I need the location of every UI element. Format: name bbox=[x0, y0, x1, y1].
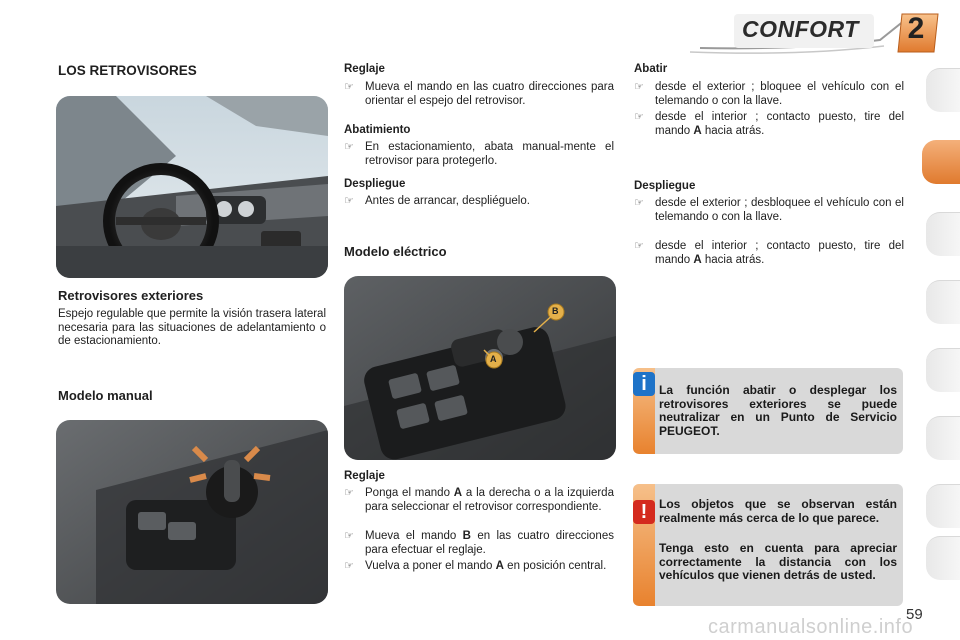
hand-pointer-icon: ☞ bbox=[634, 111, 644, 123]
chapter-tab[interactable] bbox=[926, 280, 960, 324]
unfolding-title: Despliegue bbox=[344, 178, 406, 190]
unfold-title: Despliegue bbox=[634, 180, 696, 192]
electric-control-photo bbox=[344, 276, 616, 460]
chapter-tab[interactable] bbox=[926, 416, 960, 460]
label-b: B bbox=[552, 306, 559, 316]
hand-pointer-icon: ☞ bbox=[634, 81, 644, 93]
warning-icon: ! bbox=[633, 500, 655, 524]
info-note-box bbox=[633, 368, 903, 454]
manual-control-photo bbox=[56, 420, 328, 604]
warning-note-box bbox=[633, 484, 903, 606]
list-item: ☞ desde el interior ; contacto puesto, tire del mando A hacia atrás. bbox=[634, 111, 904, 137]
hand-pointer-icon: ☞ bbox=[634, 197, 644, 209]
list-item: ☞ Mueva el mando en las cuatro direcciones para orientar el espejo del retrovisor. bbox=[344, 81, 614, 107]
chapter-tab[interactable] bbox=[926, 68, 960, 112]
list-item: ☞ Vuelva a poner el mando A en posición central. bbox=[344, 560, 607, 572]
chapter-tab[interactable] bbox=[926, 484, 960, 528]
hand-pointer-icon: ☞ bbox=[634, 240, 644, 252]
hand-pointer-icon: ☞ bbox=[344, 560, 354, 572]
list-item: ☞ Mueva el mando B en las cuatro direcciones para efectuar el reglaje. bbox=[344, 530, 614, 556]
info-note-text: La función abatir o desplegar los retrovisores exteriores se puede neutralizar en un Punto de Servicio PEUGEOT. bbox=[659, 383, 897, 438]
list-item: ☞ desde el exterior ; desbloquee el vehículo con el telemando o con la llave. bbox=[634, 197, 904, 223]
chapter-tab-active[interactable] bbox=[922, 140, 960, 184]
hand-pointer-icon: ☞ bbox=[344, 81, 354, 93]
list-item: ☞ desde el interior ; contacto puesto, tire del mando A hacia atrás. bbox=[634, 240, 904, 266]
folding-title: Abatimiento bbox=[344, 124, 411, 136]
hand-pointer-icon: ☞ bbox=[344, 530, 354, 542]
hand-pointer-icon: ☞ bbox=[344, 141, 354, 153]
label-a: A bbox=[490, 354, 497, 364]
warning-note-text-1: Los objetos que se observan están realmente más cerca de lo que parece. bbox=[659, 497, 897, 525]
list-item: ☞ Ponga el mando A a la derecha o a la izquierda para seleccionar el retrovisor correspondiente. bbox=[344, 487, 614, 513]
info-icon: i bbox=[633, 372, 655, 396]
page-number: 59 bbox=[906, 606, 923, 623]
adjustment-title: Reglaje bbox=[344, 63, 385, 75]
warning-note-text-2: Tenga esto en cuenta para apreciar correctamente la distancia con los vehículos que vienen detrás de usted. bbox=[659, 541, 897, 582]
list-item: ☞ En estacionamiento, abata manual-mente el retrovisor para protegerlo. bbox=[344, 141, 614, 167]
list-item: ☞ desde el exterior ; bloquee el vehículo con el telemando o con la llave. bbox=[634, 81, 904, 107]
manual-model-title: Modelo manual bbox=[58, 388, 153, 403]
electric-model-title: Modelo eléctrico bbox=[344, 244, 447, 259]
chapter-tab[interactable] bbox=[926, 536, 960, 580]
chapter-title: CONFORT bbox=[742, 16, 859, 42]
exterior-mirrors-text: Espejo regulable que permite la visión trasera lateral necesaria para las situaciones de adelantamiento o de estacionamiento. bbox=[58, 308, 326, 347]
chapter-tab[interactable] bbox=[926, 348, 960, 392]
exterior-mirrors-title: Retrovisores exteriores bbox=[58, 288, 204, 303]
chapter-tab[interactable] bbox=[926, 212, 960, 256]
dashboard-photo bbox=[56, 96, 328, 278]
chapter-tabs bbox=[926, 68, 960, 580]
hand-pointer-icon: ☞ bbox=[344, 487, 354, 499]
chapter-number: 2 bbox=[907, 12, 925, 45]
section-title: LOS RETROVISORES bbox=[58, 63, 197, 78]
fold-title: Abatir bbox=[634, 63, 668, 75]
watermark: carmanualsonline.info bbox=[708, 616, 914, 638]
hand-pointer-icon: ☞ bbox=[344, 195, 354, 207]
adjustment-electric-title: Reglaje bbox=[344, 470, 385, 482]
list-item: ☞ Antes de arrancar, despliéguelo. bbox=[344, 195, 530, 207]
